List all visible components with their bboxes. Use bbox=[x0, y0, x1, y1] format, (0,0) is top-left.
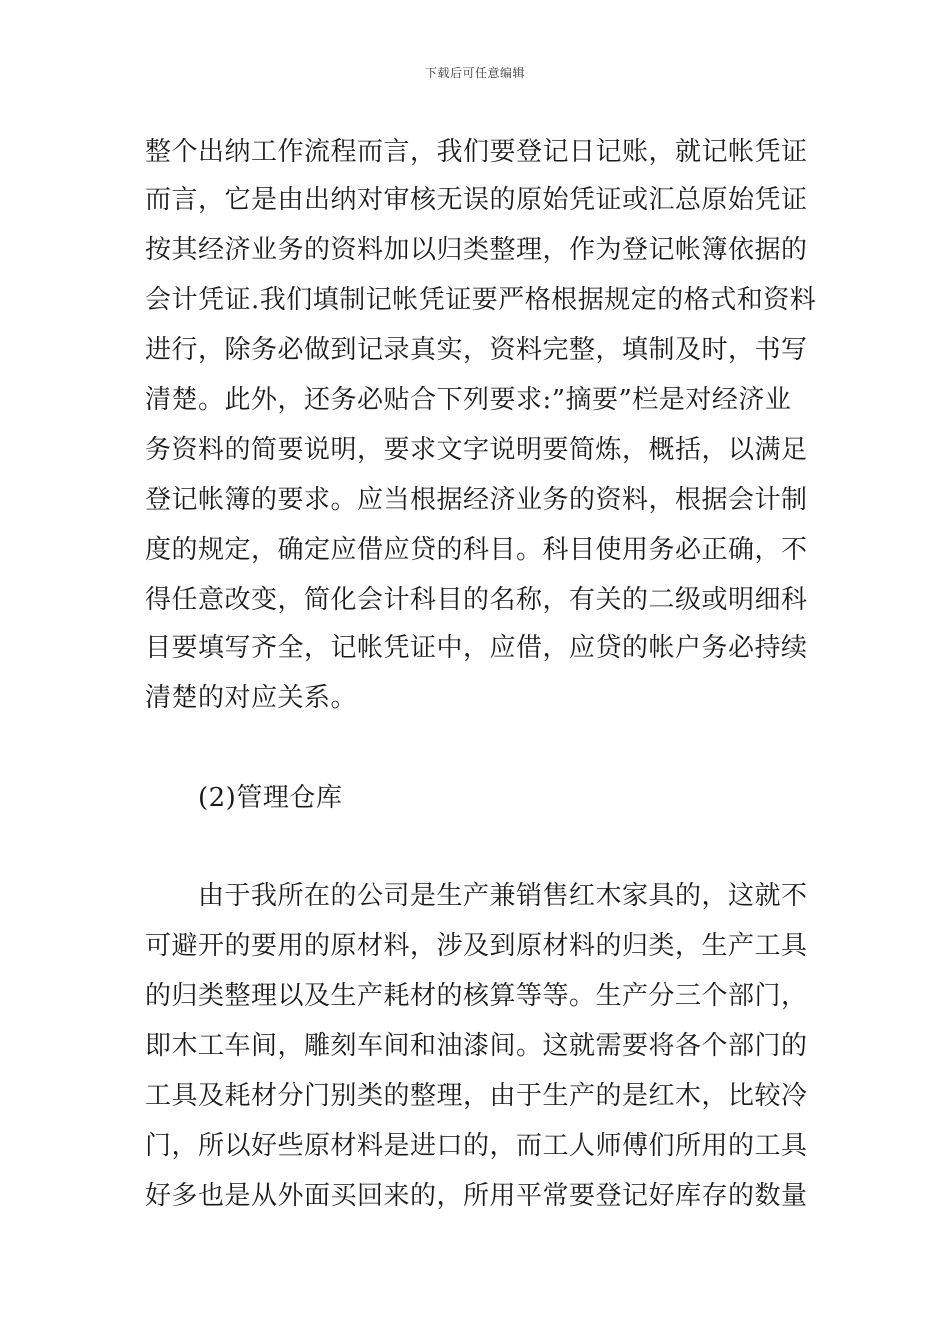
paragraph-1-line: 目要填写齐全，记帐凭证中，应借，应贷的帐户务必持续 bbox=[145, 633, 808, 663]
paragraph-1-line: 而言，它是由出纳对审核无误的原始凭证或汇总原始凭证 bbox=[145, 185, 808, 215]
page-header: 下载后可任意编辑 bbox=[424, 66, 525, 80]
paragraph-1-line: 度的规定，确定应借应贷的科目。科目使用务必正确，不 bbox=[145, 535, 808, 565]
paragraph-1-line: 整个出纳工作流程而言，我们要登记日记账，就记帐凭证 bbox=[145, 137, 808, 167]
paragraph-1-line: 务资料的简要说明，要求文字说明要简炼，概括，以满足 bbox=[145, 435, 808, 465]
paragraph-2-line: 门，所以好些原材料是进口的，而工人师傅们所用的工具 bbox=[145, 1131, 808, 1161]
section-heading: (2)管理仓库 bbox=[198, 783, 343, 813]
paragraph-1-line: 登记帐簿的要求。应当根据经济业务的资料，根据会计制 bbox=[145, 485, 808, 515]
paragraph-1-line: 清楚的对应关系。 bbox=[145, 683, 358, 713]
paragraph-2-line: 可避开的要用的原材料，涉及到原材料的归类，生产工具 bbox=[145, 931, 808, 961]
paragraph-1-line: 会计凭证.我们填制记帐凭证要严格根据规定的格式和资料 bbox=[145, 285, 817, 315]
paragraph-2-line: 工具及耗材分门别类的整理，由于生产的是红木，比较冷 bbox=[145, 1081, 808, 1111]
paragraph-2-line: 好多也是从外面买回来的，所用平常要登记好库存的数量 bbox=[145, 1181, 808, 1211]
paragraph-1-line: 按其经济业务的资料加以归类整理，作为登记帐簿依据的 bbox=[145, 235, 808, 265]
paragraph-2-line: 由于我所在的公司是生产兼销售红木家具的，这就不 bbox=[198, 881, 808, 911]
paragraph-1-line: 得任意改变，简化会计科目的名称，有关的二级或明细科 bbox=[145, 585, 808, 615]
paragraph-1-line: 进行，除务必做到记录真实，资料完整，填制及时，书写 bbox=[145, 335, 808, 365]
paragraph-1-line: 清楚。此外，还务必贴合下列要求:”摘要”栏是对经济业 bbox=[145, 385, 792, 415]
paragraph-2-line: 的归类整理以及生产耗材的核算等等。生产分三个部门， bbox=[145, 981, 808, 1011]
paragraph-2-line: 即木工车间，雕刻车间和油漆间。这就需要将各个部门的 bbox=[145, 1031, 808, 1061]
